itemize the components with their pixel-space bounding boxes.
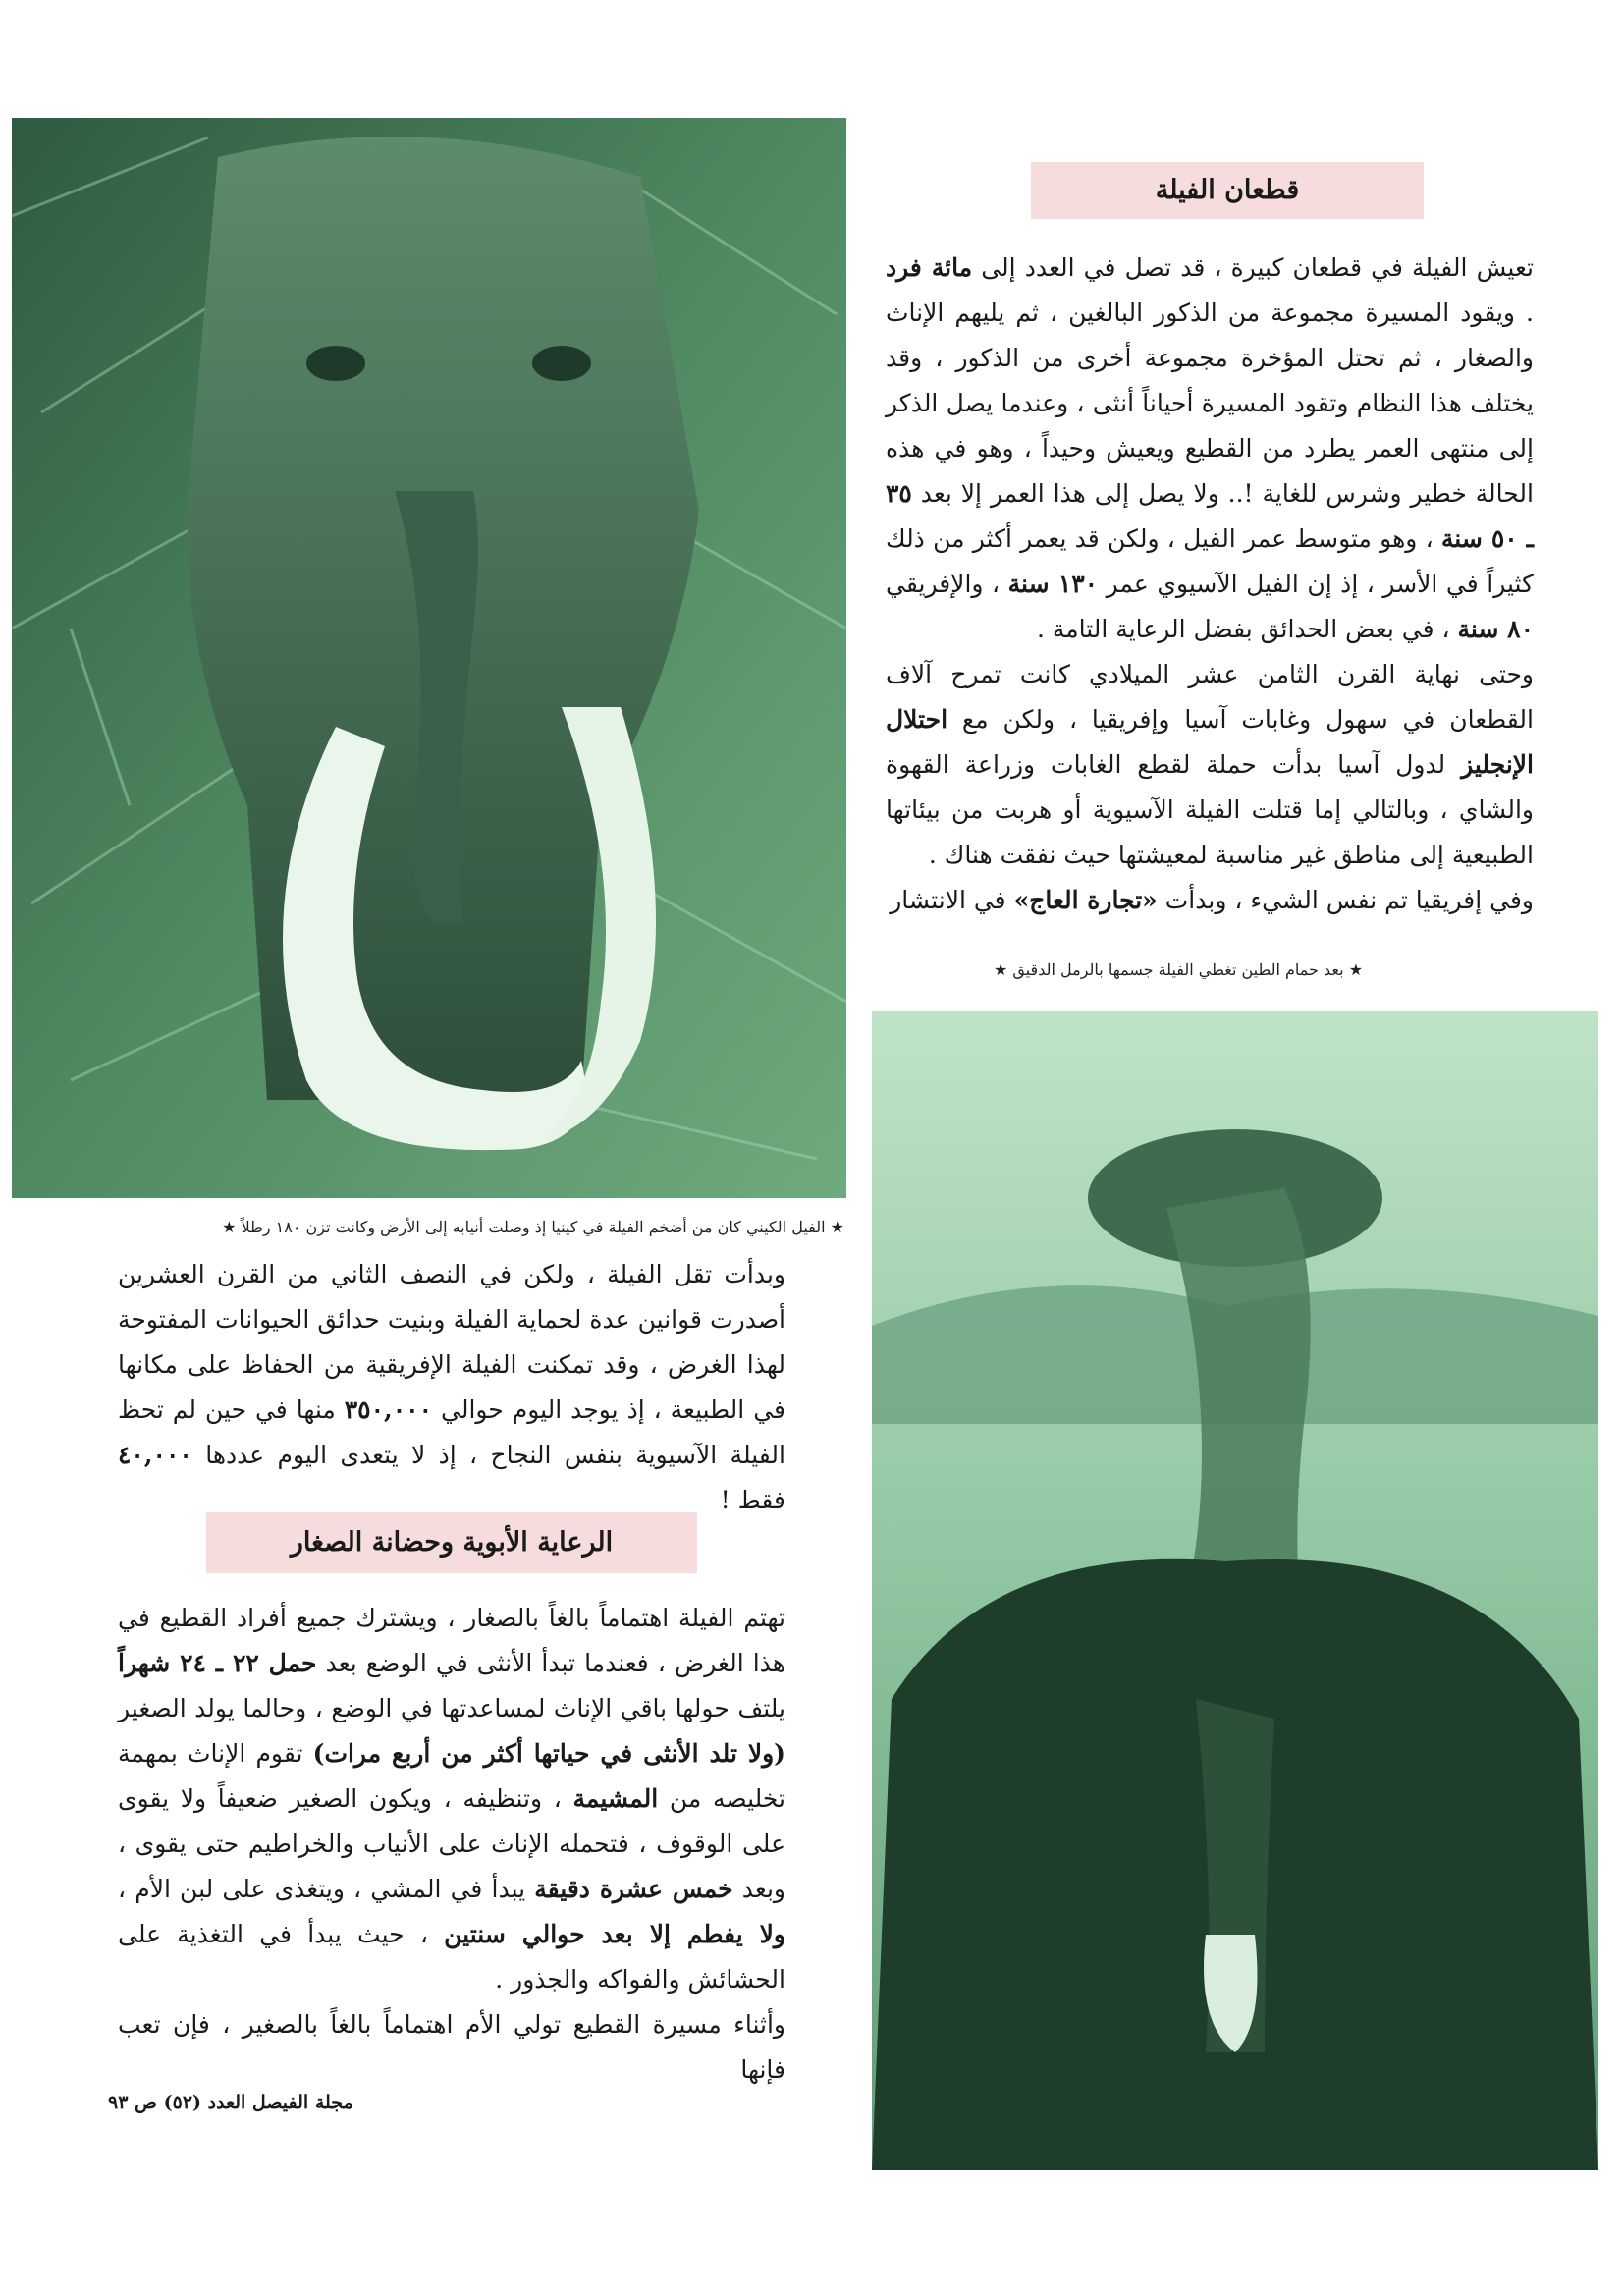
photo-caption-kenyan-elephant: ★ الفيل الكيني كان من أضخم الفيلة في كينيا إذ وصلت أنيابه إلى الأرض وكانت تزن ١٨٠ رطلاً ★ <box>222 1218 844 1236</box>
right-column-text <box>886 246 1534 923</box>
photo-caption-mud-bath: ★ بعد حمام الطين تغطي الفيلة جسمها بالرمل الدقيق ★ <box>993 960 1364 979</box>
page-footer: مجلة الفيصل العدد (٥٢) ص ٩٣ <box>108 2092 353 2113</box>
paragraph: وبدأت تقل الفيلة ، ولكن في النصف الثاني من القرن العشرين أصدرت قوانين عدة لحماية الفيلة وبنيت حدائق الحيوانات المفتوحة لهذا الغرض ، وقد تمكنت الفيلة الإفريقية من الحفاظ على مكانها في الطبيعة ، إذ يوجد اليوم حوالي ٣٥٠,٠٠٠ منها في حين لم تحظ الفيلة الآسيوية بنفس النجاح ، إذ لا يتعدى اليوم عددها ٤٠,٠٠٠ فقط ! <box>118 1260 785 1514</box>
paragraph: تهتم الفيلة اهتماماً بالغاً بالصغار ، ويشترك جميع أفراد القطيع في هذا الغرض ، فعندما تبدأ الأنثى في الوضع بعد حمل ٢٢ ـ ٢٤ شهراً يلتف حولها باقي الإناث لمساعدتها في الوضع ، وحالما يولد الصغير (ولا تلد الأنثى في حياتها أكثر من أربع مرات) تقوم الإناث بمهمة تخليصه من المشيمة ، وتنظيفه ، ويكون الصغير ضعيفاً ولا يقوى على الوقوف ، فتحمله الإناث على الأنياب والخراطيم حتى يقوى ، وبعد خمس عشرة دقيقة يبدأ في المشي ، ويتغذى على لبن الأم ، ولا يفطم إلا بعد حوالي سنتين ، حيث يبدأ في التغذية على الحشائش والفواكه والجذور . <box>118 1604 785 1994</box>
paragraph: وأثناء مسيرة القطيع تولي الأم اهتماماً بالغاً بالصغير ، فإن تعب فإنها <box>118 2010 785 2084</box>
left-column-text-2 <box>118 1596 785 2093</box>
elephant-dust-bath-photo <box>872 1011 1598 2170</box>
section-heading-parental-care: الرعاية الأبوية وحضانة الصغار <box>206 1512 697 1573</box>
paragraph: تعيش الفيلة في قطعان كبيرة ، قد تصل في العدد إلى مائة فرد . ويقود المسيرة مجموعة من الذكور البالغين ، ثم يليهم الإناث والصغار ، ثم تحتل المؤخرة مجموعة أخرى من الذكور ، وقد يختلف هذا النظام وتقود المسيرة أحياناً أنثى ، وعندما يصل الذكر إلى منتهى العمر يطرد من القطيع ويعيش وحيداً ، وهو في هذه الحالة خطير وشرس للغاية !.. ولا يصل إلى هذا العمر إلا بعد ٣٥ ـ ٥٠ سنة ، وهو متوسط عمر الفيل ، ولكن قد يعمر أكثر من ذلك كثيراً في الأسر ، إذ إن الفيل الآسيوي عمر ١٣٠ سنة ، والإفريقي ٨٠ سنة ، في بعض الحدائق بفضل الرعاية التامة . <box>886 253 1534 643</box>
elephant-tusks-photo <box>12 118 846 1198</box>
paragraph: وحتى نهاية القرن الثامن عشر الميلادي كانت تمرح آلاف القطعان في سهول وغابات آسيا وإفريقيا ، ولكن مع احتلال الإنجليز لدول آسيا بدأت حملة لقطع الغابات وزراعة القهوة والشاي ، وبالتالي إما قتلت الفيلة الآسيوية أو هربت من بيئاتها الطبيعية إلى مناطق غير مناسبة لمعيشتها حيث نفقت هناك . <box>886 660 1534 869</box>
paragraph: وفي إفريقيا تم نفس الشيء ، وبدأت «تجارة العاج» في الانتشار <box>890 886 1534 914</box>
left-column-text <box>118 1252 785 1523</box>
section-heading-elephant-herds: قطعان الفيلة <box>1031 162 1424 219</box>
